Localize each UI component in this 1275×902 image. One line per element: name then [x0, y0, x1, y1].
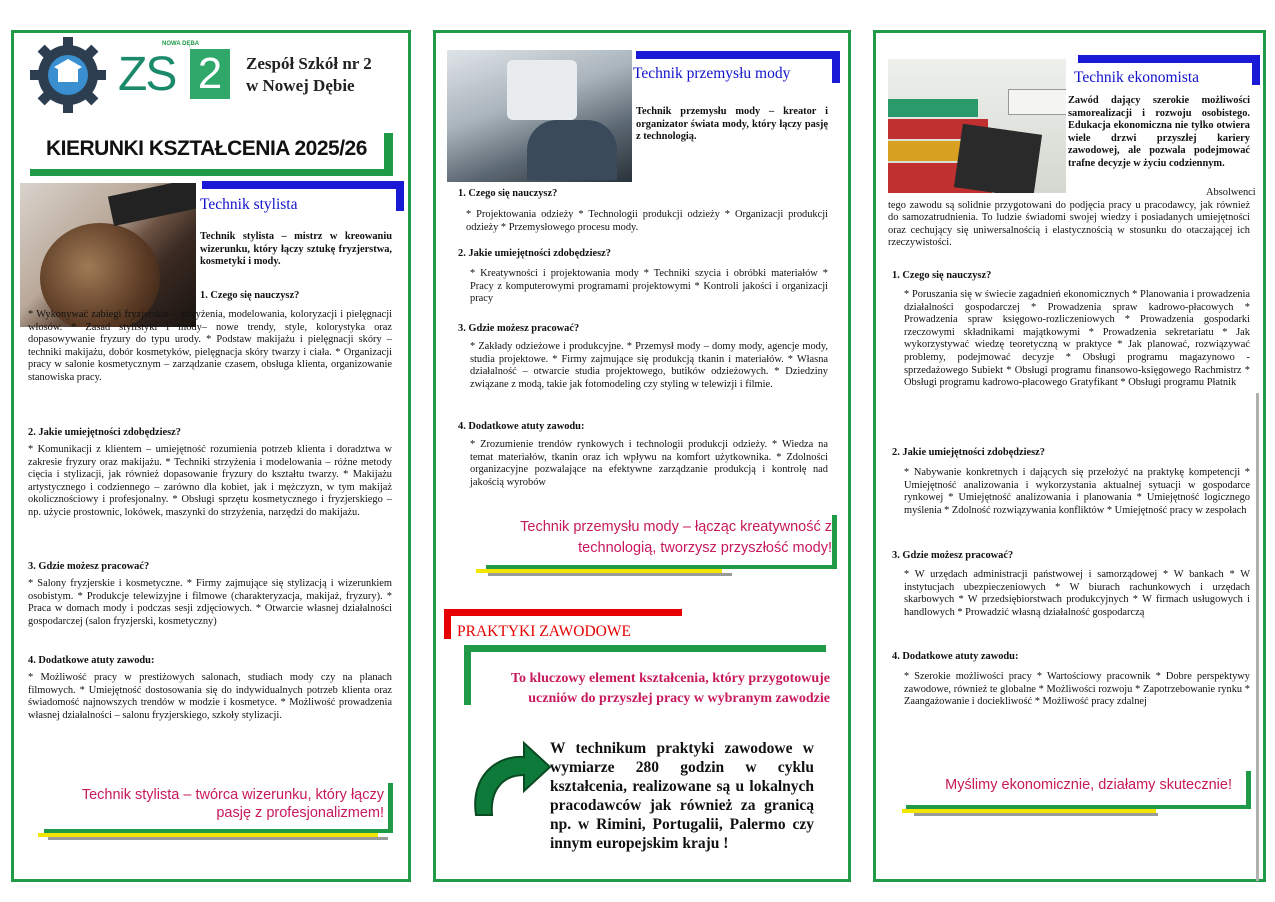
stylista-intro: Technik stylista – mistrz w kreowaniu wizerunku, który łączy sztukę fryzjerstwa, kosmetyki i mody. [200, 231, 392, 268]
ekon-gray-line [914, 813, 1158, 816]
ekon-slogan-bar-v [1246, 771, 1251, 807]
panel-stylista [11, 30, 411, 882]
school-name [246, 53, 372, 97]
ekon-q4: 4. Dodatkowe atuty zawodu: [892, 651, 1019, 662]
logo-letters: ZS [118, 48, 176, 101]
moda-bar-top [636, 51, 834, 59]
stylista-gray-line [48, 837, 388, 840]
stylista-bar-top [202, 181, 402, 189]
moda-a4: * Zrozumienie trendów rynkowych i technologii produkcji odzieży. * Wiedza na temat materiałów, tkanin oraz ich wpływu na komfort użytkownika. * Zdolności organizacyjne pozwalające na efektywne zarządzanie produkcją i kontrolę nad jakością wyrobów [470, 439, 828, 488]
panel-moda [433, 30, 851, 882]
praktyki-bar-top [444, 609, 682, 616]
school-name-line2: w Nowej Dębie [246, 76, 355, 95]
stylista-slogan-bar-v [388, 783, 393, 829]
logo-digit: 2 [197, 49, 223, 98]
ekon-intro2: Absolwenci tego zawodu są solidnie przygotowani do podjęcia pracy u pracodawcy, jak również do samozatrudnienia. To ludzie świadomi swojej wiedzy i posiadanych umiejętności oraz cechujący się uniwersalnością i elastycznością w stosunku do otaczającej ich rzeczywistości. [888, 187, 1256, 249]
praktyki-body: W technikum praktyki zawodowe w wymiarze 280 godzin w cyklu kształcenia, realizowane są u lokalnych pracodawców jak również za granicą np. w Rimini, Portugalii, Palermo czy innym europejskim kraju ! [550, 740, 814, 852]
ekon-intro: Zawód dający szerokie możliwości samorealizacji i rozwoju osobistego. Edukacja ekonomiczna nie tylko otwiera wiele drzwi przyszłej kariery zawodowej, ale pozwala podejmować trafne decyzje w życiu codziennym. [1068, 95, 1250, 169]
moda-a2: * Kreatywności i projektowania mody * Techniki szycia i obróbki materiałów * Pracy z komputerowymi programami projektowymi * Kontroli jakości i organizacji pracy [470, 268, 828, 305]
ekon-q2: 2. Jakie umiejętności zdobędziesz? [892, 447, 1045, 458]
moda-q4: 4. Dodatkowe atuty zawodu: [458, 421, 585, 432]
gear-logo-icon [24, 37, 112, 113]
sewing-photo [447, 50, 632, 182]
moda-slogan-bar-v [832, 515, 837, 567]
moda-intro: Technik przemysłu mody – kreator i organizator świata mody, który łączy pasję z technologią. [636, 106, 828, 143]
stylista-title: Technik stylista [200, 196, 298, 213]
moda-a3: * Zakłady odzieżowe i produkcyjne. * Przemysł mody – domy mody, agencje mody, studia projektowe. * Firmy zajmujące się produkcją tkanin i materiałów. * Własna działalność – otwarcie studia projektowego, butików odzieżowych. * Dziedziny związane z modą, takie jak fotomodeling czy styling w telewizji i filmie. [470, 341, 828, 390]
ekon-a2: * Nabywanie konkretnych i dających się przełożyć na praktykę kompetencji * Umiejętność analizowania i wykorzystania aktualnej sytuacji w gospodarce rynkowej * Umiejętność analizowania i planowania * Umiejętność logicznego myślenia * Zdolność rozwiązywania konfliktów * Umiejętność pracy w zespołach [904, 467, 1250, 516]
logo-digit-box [190, 49, 230, 99]
stylista-bar-side [396, 181, 404, 211]
ekon-slogan: Myślimy ekonomicznie, działamy skutecznie! [945, 777, 1232, 793]
praktyki-sub-bar-v [464, 645, 471, 705]
ekon-q1: 1. Czego się nauczysz? [892, 270, 992, 281]
moda-bar-side [832, 51, 840, 83]
ekon-right-shadow [1256, 393, 1259, 881]
moda-q2: 2. Jakie umiejętności zdobędziesz? [458, 248, 611, 259]
moda-gray-line [488, 573, 732, 576]
ekon-bar-side [1252, 55, 1260, 85]
moda-q3: 3. Gdzie możesz pracować? [458, 323, 580, 334]
school-name-line1: Zespół Szkół nr 2 [246, 54, 372, 73]
praktyki-title: PRAKTYKI ZAWODOWE [457, 623, 631, 640]
moda-q1: 1. Czego się nauczysz? [458, 188, 558, 199]
stylista-q1: 1. Czego się nauczysz? [200, 290, 300, 301]
ekon-bar-top [1078, 55, 1258, 63]
zs2-logo [118, 41, 238, 103]
ekon-a4: * Szerokie możliwości pracy * Wartościowy pracownik * Dobre perspektywy zawodowe, również te globalne * Możliwości rozwoju * Zapotrzebowanie rynku * Zaangażowanie i dociekliwość * Możliwość pracy zdalnej [904, 671, 1250, 708]
ekon-a1: * Poruszania się w świecie zagadnień ekonomicznych * Planowania i prowadzenia działalności gospodarczej * Prowadzenia spraw kadrowo-płacowych * Prowadzenia spraw księgowo-rozliczeniowych * Prowadzenia gospodarki rzeczowymi składnikami majątkowymi * Prowadzenia sekretariatu * Jak wykorzystywać wiedzę teoretyczną w praktyce * Jak planować, rozwiązywać problemy, podejmować decyzje * Obsługi programu magazynowo - sprzedażowego Subiekt * Obsługi programu finansowo-księgowego Rachmistrz * Obsługi programu kadrowo-płacowego Gratyfikant * Obsługi programu Płatnik [904, 289, 1250, 389]
ekon-title: Technik ekonomista [1074, 69, 1200, 86]
economics-photo [888, 59, 1066, 193]
stylista-q4: 4. Dodatkowe atuty zawodu: [28, 655, 155, 666]
stylista-a3: * Salony fryzjerskie i kosmetyczne. * Firmy zajmujące się stylizacją i wizerunkiem osobistym. * Produkcje telewizyjne i filmowe (charakteryzacja, makijaż, fryzury). * Praca w domach mody i podczas sesji zdjęciowych. * Otwarcie własnej działalności gospodarczej (salon fryzjerski, kosmetyczny) [28, 578, 392, 627]
stylista-a1: * Wykonywać zabiegi fryzjerskie – strzyżenia, modelowania, koloryzacji i pielęgnacji włosów. * Zasad stylistyki i mody– nowe trendy, style, kolorystyka oraz dopasowywanie fryzury do typu urody. * Podstaw makijażu i pielęgnacji skóry – techniki makijażu, dobór kosmetyków, pielęgnacja skóry twarzy i ciała. * Organizacji pracy w salonie kosmetycznym – zarządzanie czasem, obsługa klienta, organizowanie stanowiska pracy. [28, 309, 392, 383]
stylista-a4: * Możliwość pracy w prestiżowych salonach, studiach mody czy na planach filmowych. * Umiejętność dostosowania się do indywidualnych potrzeb klienta oraz świadomość najnowszych trendów w modzie i kosmetyce. * Możliwość prowadzenia własnej działalności – salonu fryzjerskiego, szkoły stylizacji. [28, 672, 392, 721]
curved-arrow-icon [468, 735, 552, 817]
stylista-a2: * Komunikacji z klientem – umiejętność rozumienia potrzeb klienta i doradztwa w zakresie fryzury oraz makijażu. * Techniki strzyżenia i modelowania – różne metody cięcia i stylizacji, jak również dopasowanie fryzury do kształtu twarzy. * Makijażu artystycznego i codziennego – zarówno dla kobiet, jak i mężczyzn, w tym makijaż okolicznościowy i profesjonalny. * Obsługi sprzętu kosmetycznego i fryzjerskiego – np. użycie prostownic, lokówek, maszynki do strzyżenia, narzędzi do makijażu. [28, 444, 392, 518]
moda-slogan: Technik przemysłu mody – łącząc kreatywność z technologią, tworzysz przyszłość mody! [520, 519, 832, 556]
title-bar-horizontal [30, 169, 393, 176]
praktyki-bar-side [444, 609, 451, 639]
stylista-q2: 2. Jakie umiejętności zdobędziesz? [28, 427, 181, 438]
stylista-slogan: Technik stylista – twórca wizerunku, który łączy pasję z profesjonalizmem! [81, 787, 384, 821]
moda-title: Technik przemysłu mody [633, 65, 791, 82]
ekon-a3: * W urzędach administracji państwowej i samorządowej * W bankach * W instytucjach ubezpieczeniowych * W biurach rachunkowych i urzędach skarbowych * W przedsiębiorstwach produkcyjnych * W firmach usługowych i handlowych * Prowadzić własną działalność gospodarczą [904, 569, 1250, 618]
stylist-photo [20, 183, 196, 327]
logo-small-text: NOWA DĘBA [162, 41, 200, 47]
stylista-q3: 3. Gdzie możesz pracować? [28, 561, 150, 572]
moda-a1: * Projektowania odzieży * Technologii produkcji odzieży * Organizacji produkcji odzieży * Przemysłowego procesu mody. [466, 209, 828, 233]
ekon-q3: 3. Gdzie możesz pracować? [892, 550, 1014, 561]
panel-ekonomista [873, 30, 1266, 882]
praktyki-sub-bar-h [464, 645, 826, 652]
praktyki-subtitle: To kluczowy element kształcenia, który przygotowuje uczniów do przyszłej pracy w wybranym zawodzie [510, 671, 830, 706]
main-title: KIERUNKI KSZTAŁCENIA 2025/26 [46, 137, 367, 160]
